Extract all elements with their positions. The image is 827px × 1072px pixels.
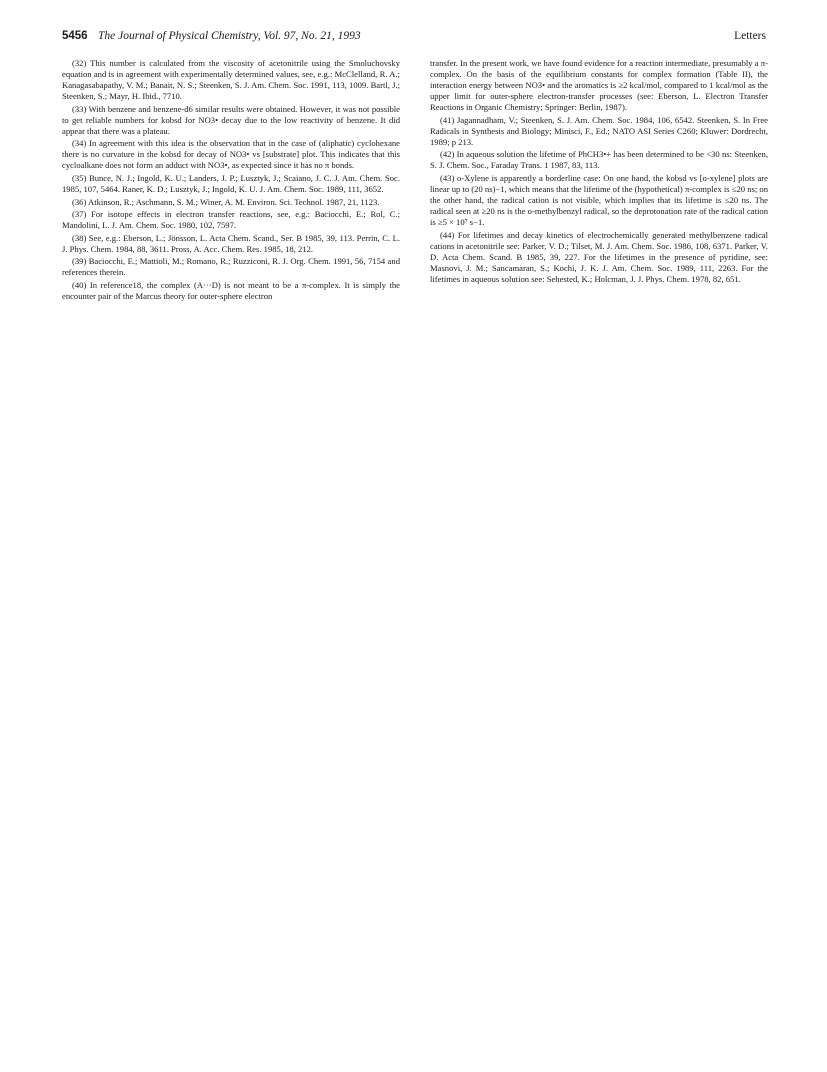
reference-42: (42) In aqueous solution the lifetime of PhCH3•+ has been determined to be <30 ns: Steenken, S. J. Chem. Soc., Faraday Trans. 1 1987, 83, 113. bbox=[430, 149, 768, 171]
reference-37: (37) For isotope effects in electron transfer reactions, see, e.g.: Baciocchi, E.; Rol, C.; Mandolini, L. J. Am. Chem. Soc. 1980, 102, 7597. bbox=[62, 209, 400, 231]
reference-43: (43) o-Xylene is apparently a borderline case: On one hand, the kobsd vs [o-xylene] plots are linear up to (20 ns)−1, which means that the lifetime of the (hypothetical) π-complex is ≤20 ns; on the other hand, the radical cation is not visible, which implies that its lifetime is ≤20 ns. The radical seen at ≥20 ns is the o-methylbenzyl radical, so the deprotonation rate of the radical cation is ≥5 × 10⁷ s−1. bbox=[430, 172, 768, 228]
reference-33: (33) With benzene and benzene-d6 similar results were obtained. However, it was not possible to get reliable numbers for kobsd for NO3• decay due to the low reactivity of benzene. It did appear that there was a plateau. bbox=[62, 103, 400, 136]
references-right-column bbox=[430, 58, 768, 286]
reference-32: (32) This number is calculated from the viscosity of acetonitrile using the Smoluchovsky equation and is in agreement with experimentally determined values, see, e.g.: McClelland, R. A.; Kanagasabapathy, V. M.; Banait, N. S.; Steenken, S. J. Am. Chem. Soc. 1991, 113, 1009. Bartl, J.; Steenken, S.; Mayr, H. Ibid., 7710. bbox=[62, 58, 400, 102]
reference-36: (36) Atkinson, R.; Aschmann, S. M.; Winer, A. M. Environ. Sci. Technol. 1987, 21, 1123. bbox=[72, 196, 380, 207]
journal-title: The Journal of Physical Chemistry, Vol. 97, No. 21, 1993 bbox=[98, 30, 361, 42]
page-header bbox=[62, 30, 766, 48]
section-label: Letters bbox=[734, 30, 766, 42]
reference-44: (44) For lifetimes and decay kinetics of electrochemically generated methylbenzene radical cations in acetonitrile see: Parker, V. D.; Tilset, M. J. Am. Chem. Soc. 1986, 108, 6371. Parker, V. D. Acta Chem. Scand. B 1985, 39, 227. For the lifetimes in the presence of pyridine, see: Masnovi, J. M.; Sancamaran, S.; Kochi, J. K. J. Am. Chem. Soc. 1989, 111, 2263. For the lifetimes in aqueous solution see: Sehested, K.; Holcman, J. J. Phys. Chem. 1978, 82, 651. bbox=[430, 229, 768, 284]
reference-38: (38) See, e.g.: Eberson, L.; Jönsson, L. Acta Chem. Scand., Ser. B 1985, 39, 113. Perrin, C. L. J. Phys. Chem. 1984, 88, 3611. Pross, A. Acc. Chem. Res. 1985, 18, 212. bbox=[62, 232, 400, 254]
reference-41: (41) Jagannadham, V.; Steenken, S. J. Am. Chem. Soc. 1984, 106, 6542. Steenken, S. In Free Radicals in Synthesis and Biology; Minisci, F., Ed.; NATO ASI Series C260; Kluwer: Dordrecht, 1989; p 213. bbox=[430, 114, 768, 147]
reference-39: (39) Baciocchi, E.; Mattioli, M.; Romano, R.; Ruzziconi, R. J. Org. Chem. 1991, 56, 7154 and references therein. bbox=[62, 256, 400, 278]
reference-40-continued: transfer. In the present work, we have found evidence for a reaction intermediate, presumably a π-complex. On the basis of the equilibrium constants for complex formation (Table II), the interaction energy between NO3• and the aromatics is ≥2 kcal/mol, compared to 1 kcal/mol as the upper limit for outer-sphere electron-transfer processes (see: Eberson, L. Electron Transfer Reactions in Organic Chemistry; Springer: Berlin, 1987). bbox=[430, 58, 768, 113]
references-left-column bbox=[62, 58, 400, 303]
reference-40: (40) In reference18, the complex (A···D) is not meant to be a π-complex. It is simply the encounter pair of the Marcus theory for outer-sphere electron bbox=[62, 279, 400, 301]
reference-35: (35) Bunce, N. J.; Ingold, K. U.; Landers, J. P.; Lusztyk, J.; Scaiano, J. C. J. Am. Chem. Soc. 1985, 107, 5464. Raner, K. D.; Lusztyk, J.; Ingold, K. U. J. Am. Chem. Soc. 1989, 111, 3652. bbox=[62, 172, 400, 195]
reference-34: (34) In agreement with this idea is the observation that in the case of (aliphatic) cyclohexane there is no curvature in the kobsd for decay of NO3• vs [substrate] plot. This indicates that this cycloalkane does not form an adduct with NO3•, as expected since it has no π bonds. bbox=[62, 138, 400, 171]
page-number: 5456 bbox=[62, 30, 88, 42]
